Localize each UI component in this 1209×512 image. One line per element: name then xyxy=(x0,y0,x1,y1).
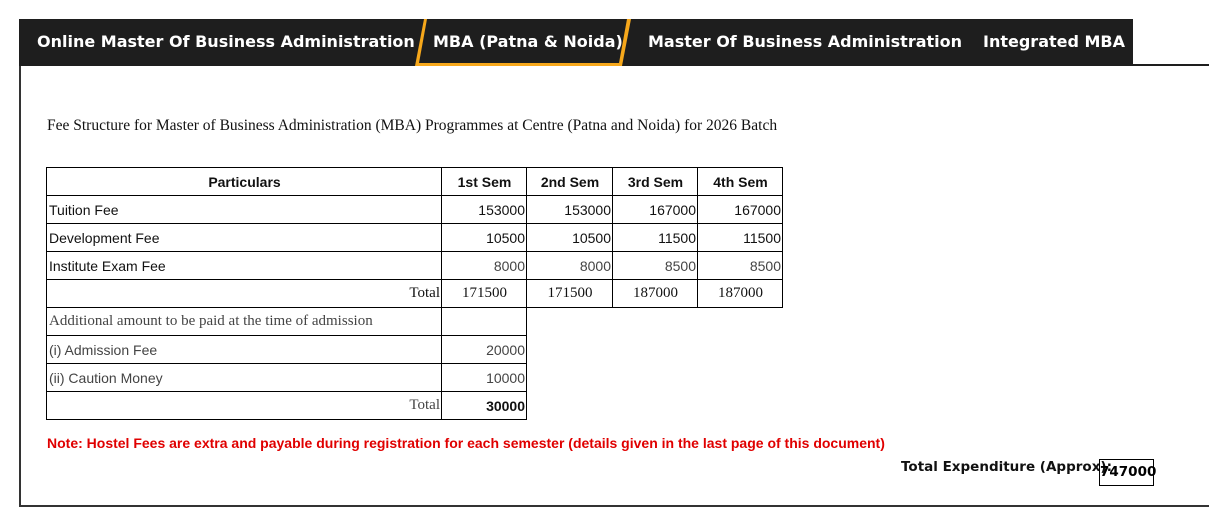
cell-value: 8500 xyxy=(698,252,783,280)
table-row xyxy=(47,252,783,280)
total-expenditure-value: 747000 xyxy=(1099,459,1154,486)
tab-bar xyxy=(19,19,1133,66)
cell-value: 10500 xyxy=(527,224,613,252)
cell-value: 10000 xyxy=(442,364,527,392)
cell-value: 153000 xyxy=(527,196,613,224)
cell-value: 8500 xyxy=(613,252,698,280)
cell-value: 20000 xyxy=(442,336,527,364)
table-row xyxy=(47,196,783,224)
cell-value: 11500 xyxy=(613,224,698,252)
total-expenditure-label: Total Expenditure (Approx): xyxy=(901,459,1112,475)
table-header-row xyxy=(47,168,783,196)
header-particulars: Particulars xyxy=(47,168,442,196)
row-label: (ii) Caution Money xyxy=(47,364,442,392)
page-title: Fee Structure for Master of Business Administration (MBA) Programmes at Centre (Patna and Noida) for 2026 Batch xyxy=(47,117,778,134)
tab-master-business-administration[interactable]: Master Of Business Administration xyxy=(648,32,963,51)
header-sem4: 4th Sem xyxy=(698,168,783,196)
total-value: 171500 xyxy=(442,280,527,308)
hostel-fee-note: Note: Hostel Fees are extra and payable during registration for each semester (details given in the last page of this document) xyxy=(47,435,885,451)
total-value: 171500 xyxy=(527,280,613,308)
row-label: Tuition Fee xyxy=(47,196,442,224)
cell-value: 167000 xyxy=(613,196,698,224)
total-label: Total xyxy=(47,280,442,308)
cell-value: 8000 xyxy=(527,252,613,280)
cell-value: 167000 xyxy=(698,196,783,224)
table-row xyxy=(47,224,783,252)
total-label: Total xyxy=(47,392,442,420)
fee-table xyxy=(46,167,783,420)
cell-value: 10500 xyxy=(442,224,527,252)
table-row xyxy=(47,336,783,364)
additional-heading-row xyxy=(47,308,783,336)
row-label: Development Fee xyxy=(47,224,442,252)
total-value: 30000 xyxy=(442,392,527,420)
header-sem2: 2nd Sem xyxy=(527,168,613,196)
total-value: 187000 xyxy=(613,280,698,308)
table-row xyxy=(47,364,783,392)
additional-heading: Additional amount to be paid at the time of admission xyxy=(47,308,442,336)
cell-value: 8000 xyxy=(442,252,527,280)
row-label: (i) Admission Fee xyxy=(47,336,442,364)
cell-value: 11500 xyxy=(698,224,783,252)
cell-value: 153000 xyxy=(442,196,527,224)
header-sem1: 1st Sem xyxy=(442,168,527,196)
additional-total-row xyxy=(47,392,783,420)
tab-online-mba[interactable]: Online Master Of Business Administration xyxy=(37,32,415,51)
tab-integrated-mba[interactable]: Integrated MBA xyxy=(983,32,1126,51)
empty-cell xyxy=(442,308,527,336)
tab-mba-patna-noida[interactable]: MBA (Patna & Noida) xyxy=(433,32,623,51)
total-row xyxy=(47,280,783,308)
row-label: Institute Exam Fee xyxy=(47,252,442,280)
total-value: 187000 xyxy=(698,280,783,308)
header-sem3: 3rd Sem xyxy=(613,168,698,196)
